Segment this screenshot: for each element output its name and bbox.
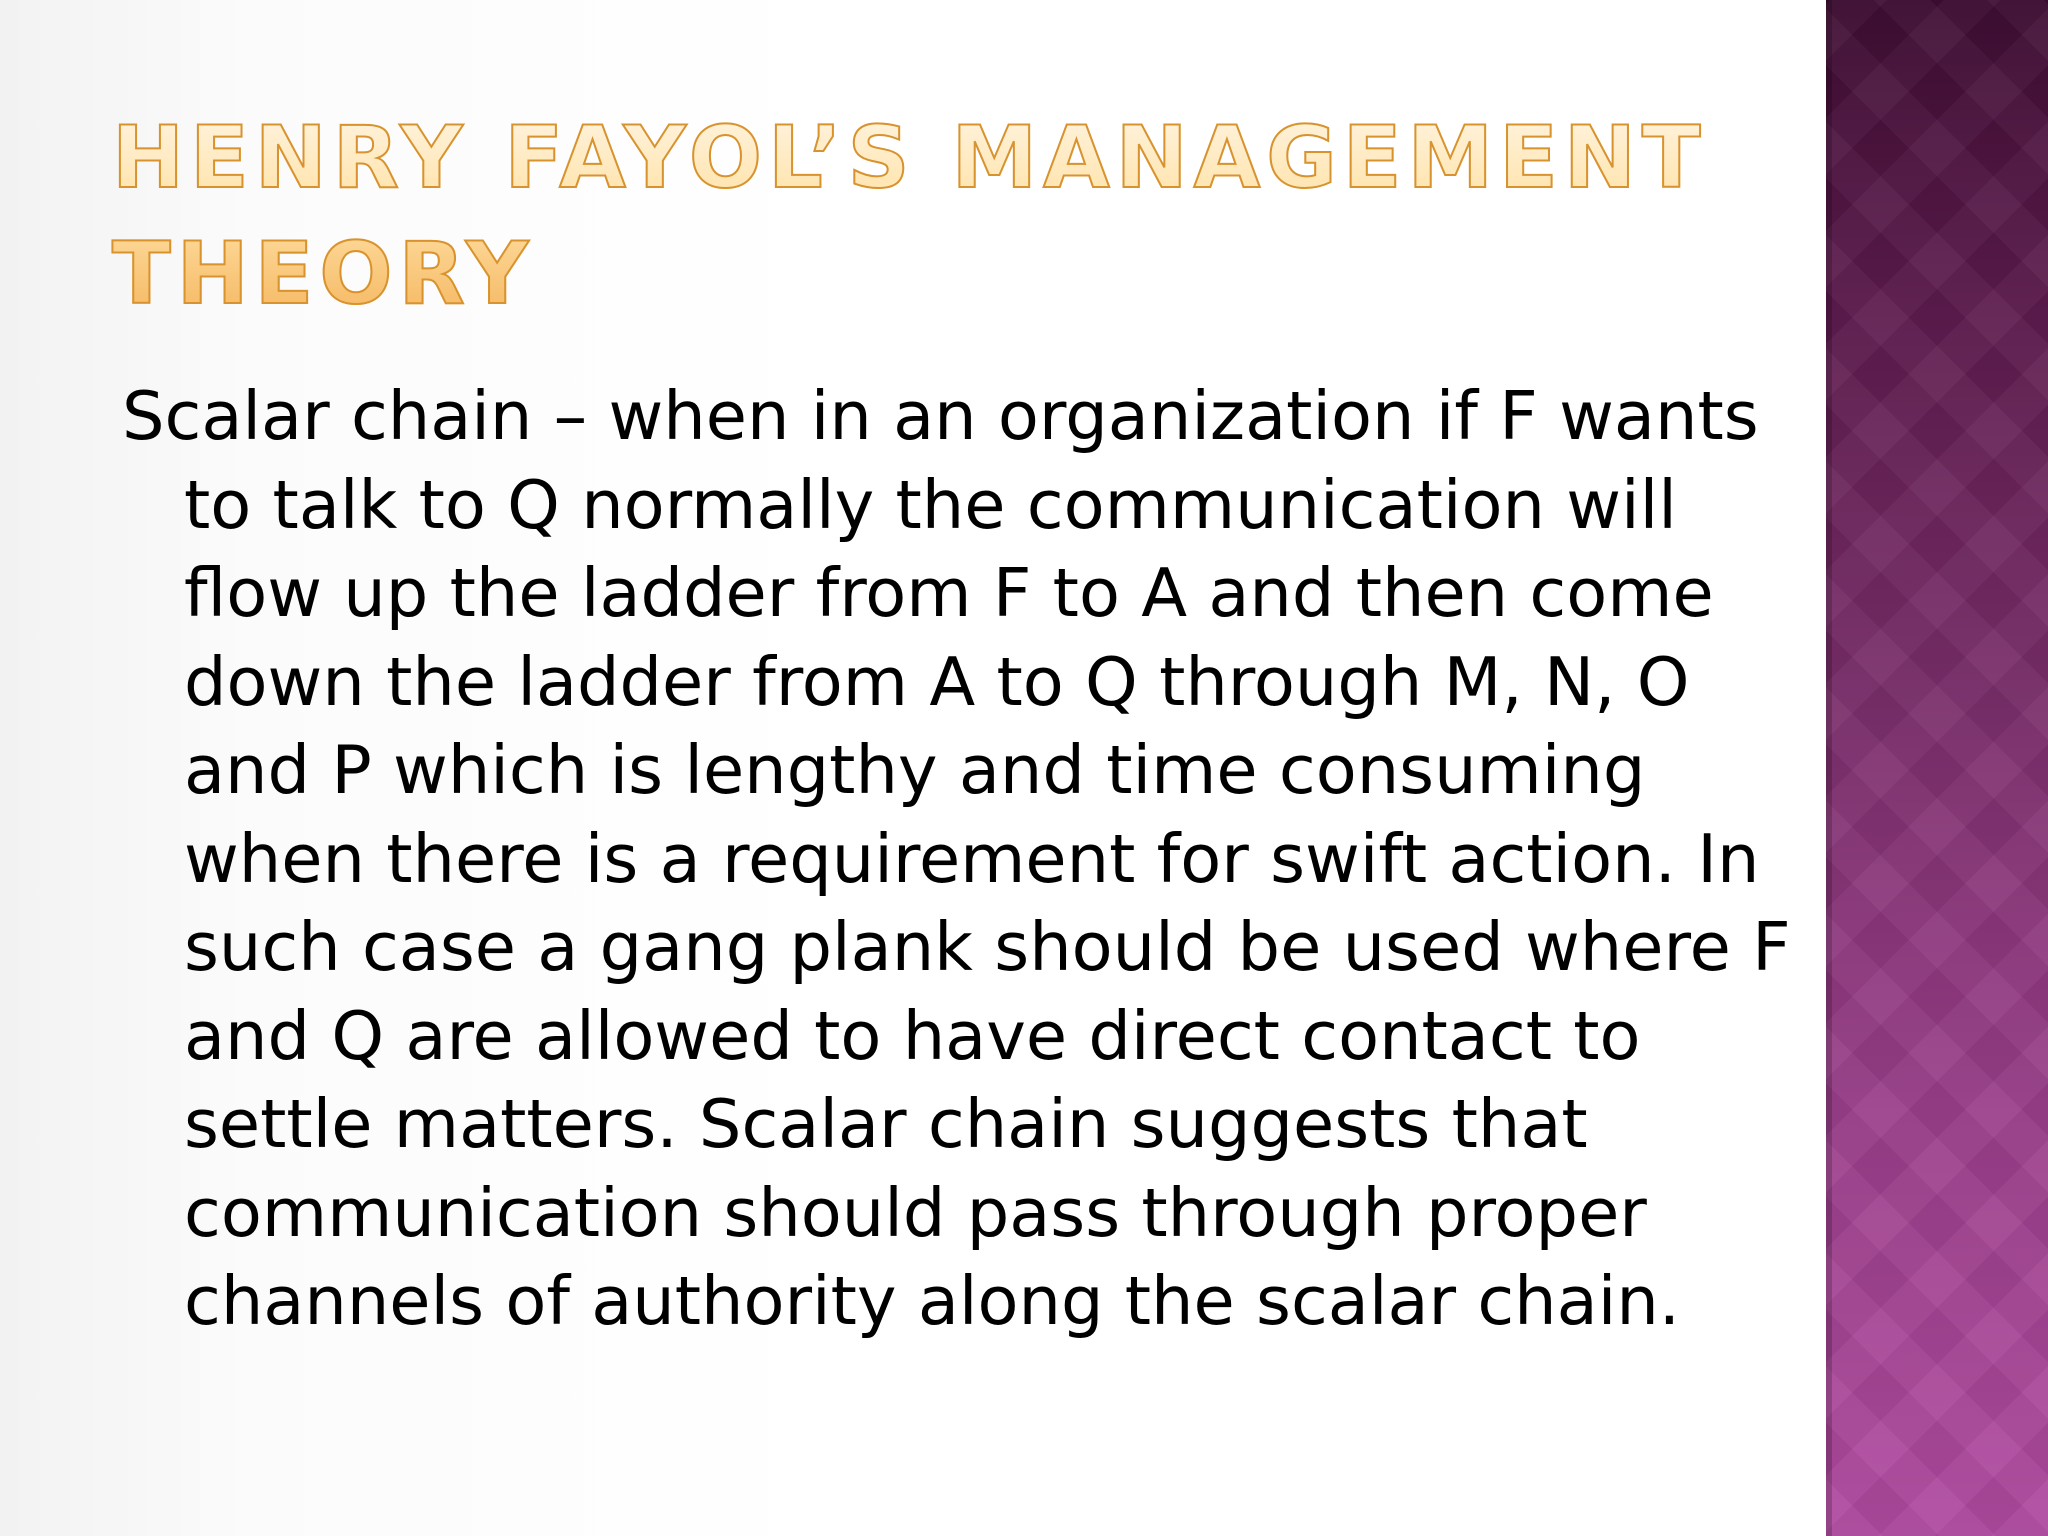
slide-title: HENRY FAYOL’S MANAGEMENT THEORY [112,100,1712,332]
decorative-side-band [1826,0,2048,1536]
slide-body-text: Scalar chain – when in an organization if F wants to talk to Q normally the communication will flow up the ladder from F to A and then come down the ladder from A to Q through M, N, O and P which is lengthy and time consuming when there is a requirement for swift action. In such case a gang plank should be used where F and Q are allowed to have direct contact to settle matters. Scalar chain suggests that communication should pass through proper channels of authority along the scalar chain. [122,377,1791,1340]
